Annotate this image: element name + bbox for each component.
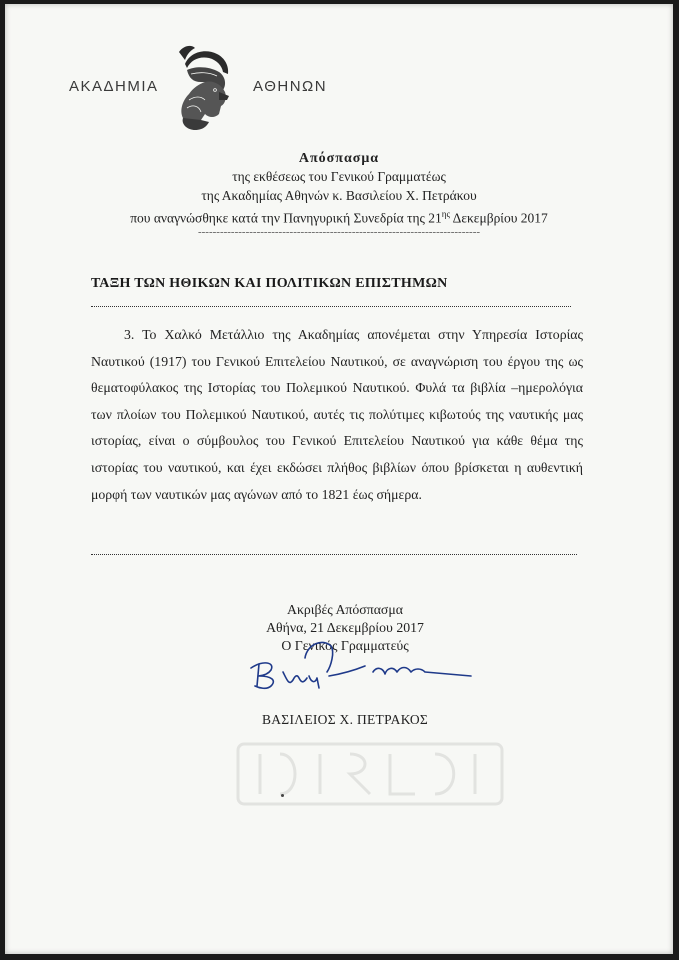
- embossed-seal-watermark: [230, 734, 510, 814]
- dotted-divider-bottom: [91, 554, 577, 555]
- signatory-name: ΒΑΣΙΛΕΙΟΣ Χ. ΠΕΤΡΑΚΟΣ: [261, 712, 429, 727]
- subtitle-line-3-post: Δεκεμβρίου 2017: [450, 210, 548, 226]
- document-page: [5, 4, 673, 954]
- subtitle-line-3-sup: ης: [441, 209, 451, 219]
- subtitle-line-2: της Ακαδημίας Αθηνών κ. Βασιλείου Χ. Πετράκου: [201, 188, 477, 203]
- closing-line-2: Αθήνα, 21 Δεκεμβρίου 2017: [266, 620, 424, 635]
- dash-separator: -----------------------------------------------------------------------------: [197, 226, 481, 238]
- academy-word: ΑΚΑΔΗΜΙΑ: [69, 78, 159, 95]
- subtitle-line-3: [5, 205, 673, 228]
- closing-line-1: Ακριβές Απόσπασμα: [286, 602, 403, 617]
- athena-head-icon: [165, 44, 240, 132]
- closing-line-3: Ο Γενικός Γραμματεύς: [281, 638, 409, 653]
- body-paragraph: 3. Το Χαλκό Μετάλλιο της Ακαδημίας απονέμεται στην Υπηρεσία Ιστορίας Ναυτικού (1917) του Γενικού Επιτελείου Ναυτικού, σε αναγνώριση του έργου της ως θεματοφύλακος της Ιστορίας του Πολεμικού Ναυτικού. Φυλά τα βιβλία –ημερολόγια των πλοίων του Πολεμικού Ναυτικού, αυτές τις πολύτιμες κιβωτούς της ναυτικής μας ιστορίας, είναι ο σύμβουλος του Γενικού Επιτελείου Ναυτικού για κάθε θέμα της ιστορίας του ναυτικού, και έχει εκδώσει πλήθος βιβλίων όπου βρίσκεται η αυθεντική μορφή των ναυτικών μας αγώνων από το 1821 έως σήμερα.: [91, 327, 583, 502]
- dotted-divider-top: [91, 306, 571, 307]
- section-title: ΤΑΞΗ ΤΩΝ ΗΘΙΚΩΝ ΚΑΙ ΠΟΛΙΤΙΚΩΝ ΕΠΙΣΤΗΜΩΝ: [91, 276, 448, 291]
- handwritten-signature: [245, 636, 485, 706]
- athens-word: ΑΘΗΝΩΝ: [253, 78, 328, 95]
- document-title: Απόσπασμα: [298, 151, 380, 166]
- subtitle-line-3-pre: που αναγνώσθηκε κατά την Πανηγυρική Συνεδρία της 21: [130, 210, 442, 226]
- subtitle-line-1: της εκθέσεως του Γενικού Γραμματέως: [232, 169, 446, 184]
- ink-dot: [281, 794, 284, 797]
